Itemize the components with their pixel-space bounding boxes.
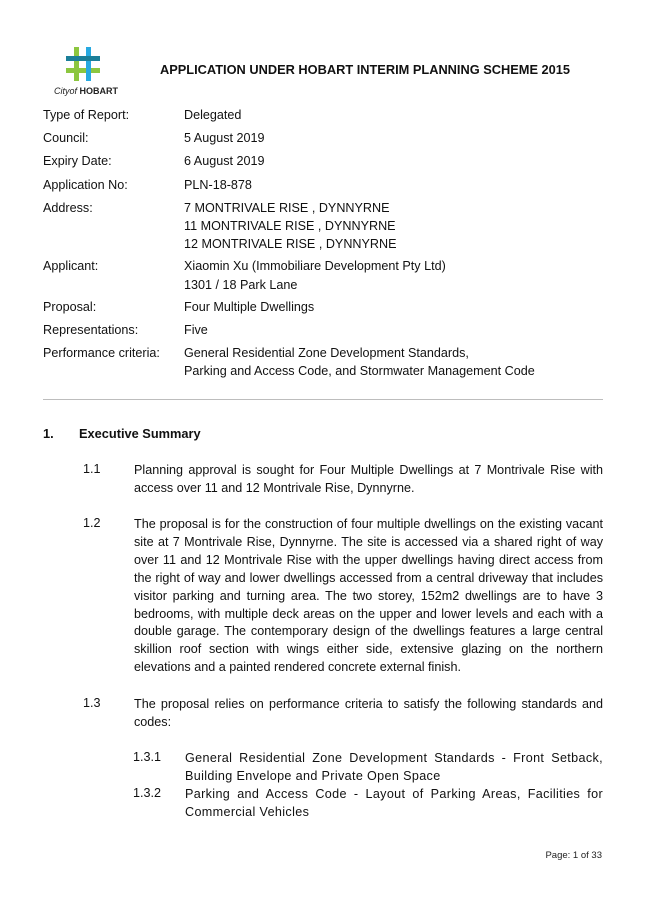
applicant-line: Xiaomin Xu (Immobiliare Development Pty Ltd) (184, 259, 446, 274)
field-label: Application No: (43, 177, 128, 192)
field-value (184, 257, 613, 293)
field-council (43, 129, 613, 147)
field-label: Council: (43, 131, 89, 146)
field-label: Representations: (43, 323, 139, 338)
field-value: PLN-18-878 (184, 177, 252, 192)
address-line: 11 MONTRIVALE RISE , DYNNYRNE (184, 219, 396, 234)
paragraph-1-1 (83, 462, 603, 498)
page-number: Page: 1 of 33 (545, 850, 602, 861)
divider (43, 399, 603, 400)
field-value: Four Multiple Dwellings (184, 299, 315, 314)
field-label: Performance criteria: (43, 346, 160, 361)
logo-wordmark (44, 86, 128, 96)
paragraph-text: The proposal relies on performance criteria to satisfy the following standards and codes: (134, 697, 603, 729)
field-application-no (43, 176, 613, 194)
field-applicant (43, 257, 613, 293)
field-proposal (43, 298, 613, 316)
paragraph-text: The proposal is for the construction of four multiple dwellings on the existing vacant site at 7 Montrivale Rise, Dynnyrne. The site is accessed via a shared right of way over 11 and 12 Montrivale Rise with the upper dwellings having direct access from the right of way and lower dwellings accessed from a central driveway that includes visitor parking and turning area. The two storey, 152m2 dwellings are to have 3 bedrooms, with multiple deck areas on the upper and lower levels and each with a double garage. The contemporary design of the dwellings features a large central skillion roof section with wings either side, extensive glazing on the northern elevations and a painted rendered concrete external finish. (134, 517, 603, 675)
address-line: 7 MONTRIVALE RISE , DYNNYRNE (184, 200, 390, 215)
field-label: Expiry Date: (43, 154, 112, 169)
field-type-of-report (43, 106, 613, 124)
criteria-line: Parking and Access Code, and Stormwater Management Code (184, 364, 535, 379)
paragraph-1-3 (83, 696, 603, 732)
paragraph-number: 1.3 (83, 696, 101, 710)
paragraph-text: Planning approval is sought for Four Multiple Dwellings at 7 Montrivale Rise with access over 11 and 12 Montrivale Rise, Dynnyrne. (134, 463, 603, 495)
logo-city: City (53, 86, 70, 96)
hobart-logo-mark-icon (64, 45, 104, 83)
field-value: 6 August 2019 (184, 154, 265, 169)
logo-name: HOBART (79, 86, 119, 96)
applicant-line: 1301 / 18 Park Lane (184, 277, 298, 292)
subparagraph-text: Parking and Access Code - Layout of Parking Areas, Facilities for Commercial Vehicles (185, 787, 603, 819)
section-heading (43, 426, 201, 441)
field-label: Address: (43, 200, 93, 215)
criteria-line: General Residential Zone Development Standards, (184, 346, 469, 361)
subparagraph-1-3-2 (133, 786, 603, 822)
field-value (184, 344, 613, 380)
field-value: Five (184, 323, 208, 338)
field-label: Type of Report: (43, 108, 130, 122)
paragraph-1-2 (83, 516, 603, 677)
city-of-hobart-logo (44, 45, 128, 101)
field-label: Proposal: (43, 299, 97, 314)
subparagraph-text: General Residential Zone Development Standards - Front Setback, Building Envelope and Private Open Space (185, 751, 603, 783)
field-value (184, 199, 613, 254)
paragraph-number: 1.1 (83, 462, 101, 476)
section-title: Executive Summary (79, 426, 201, 441)
logo-of: of (69, 86, 77, 96)
field-performance-criteria (43, 344, 613, 380)
address-line: 12 MONTRIVALE RISE , DYNNYRNE (184, 237, 397, 252)
field-address (43, 199, 613, 254)
document-title: APPLICATION UNDER HOBART INTERIM PLANNING SCHEME 2015 (160, 62, 571, 77)
field-value: 5 August 2019 (184, 131, 265, 146)
field-representations (43, 321, 613, 339)
paragraph-number: 1.2 (83, 516, 101, 530)
subparagraph-number: 1.3.1 (133, 750, 162, 764)
subparagraph-number: 1.3.2 (133, 786, 162, 800)
subparagraph-1-3-1 (133, 750, 603, 786)
field-expiry-date (43, 152, 613, 170)
section-number: 1. (43, 426, 54, 441)
field-value: Delegated (184, 108, 242, 122)
report-details (43, 106, 613, 381)
field-label: Applicant: (43, 259, 99, 274)
